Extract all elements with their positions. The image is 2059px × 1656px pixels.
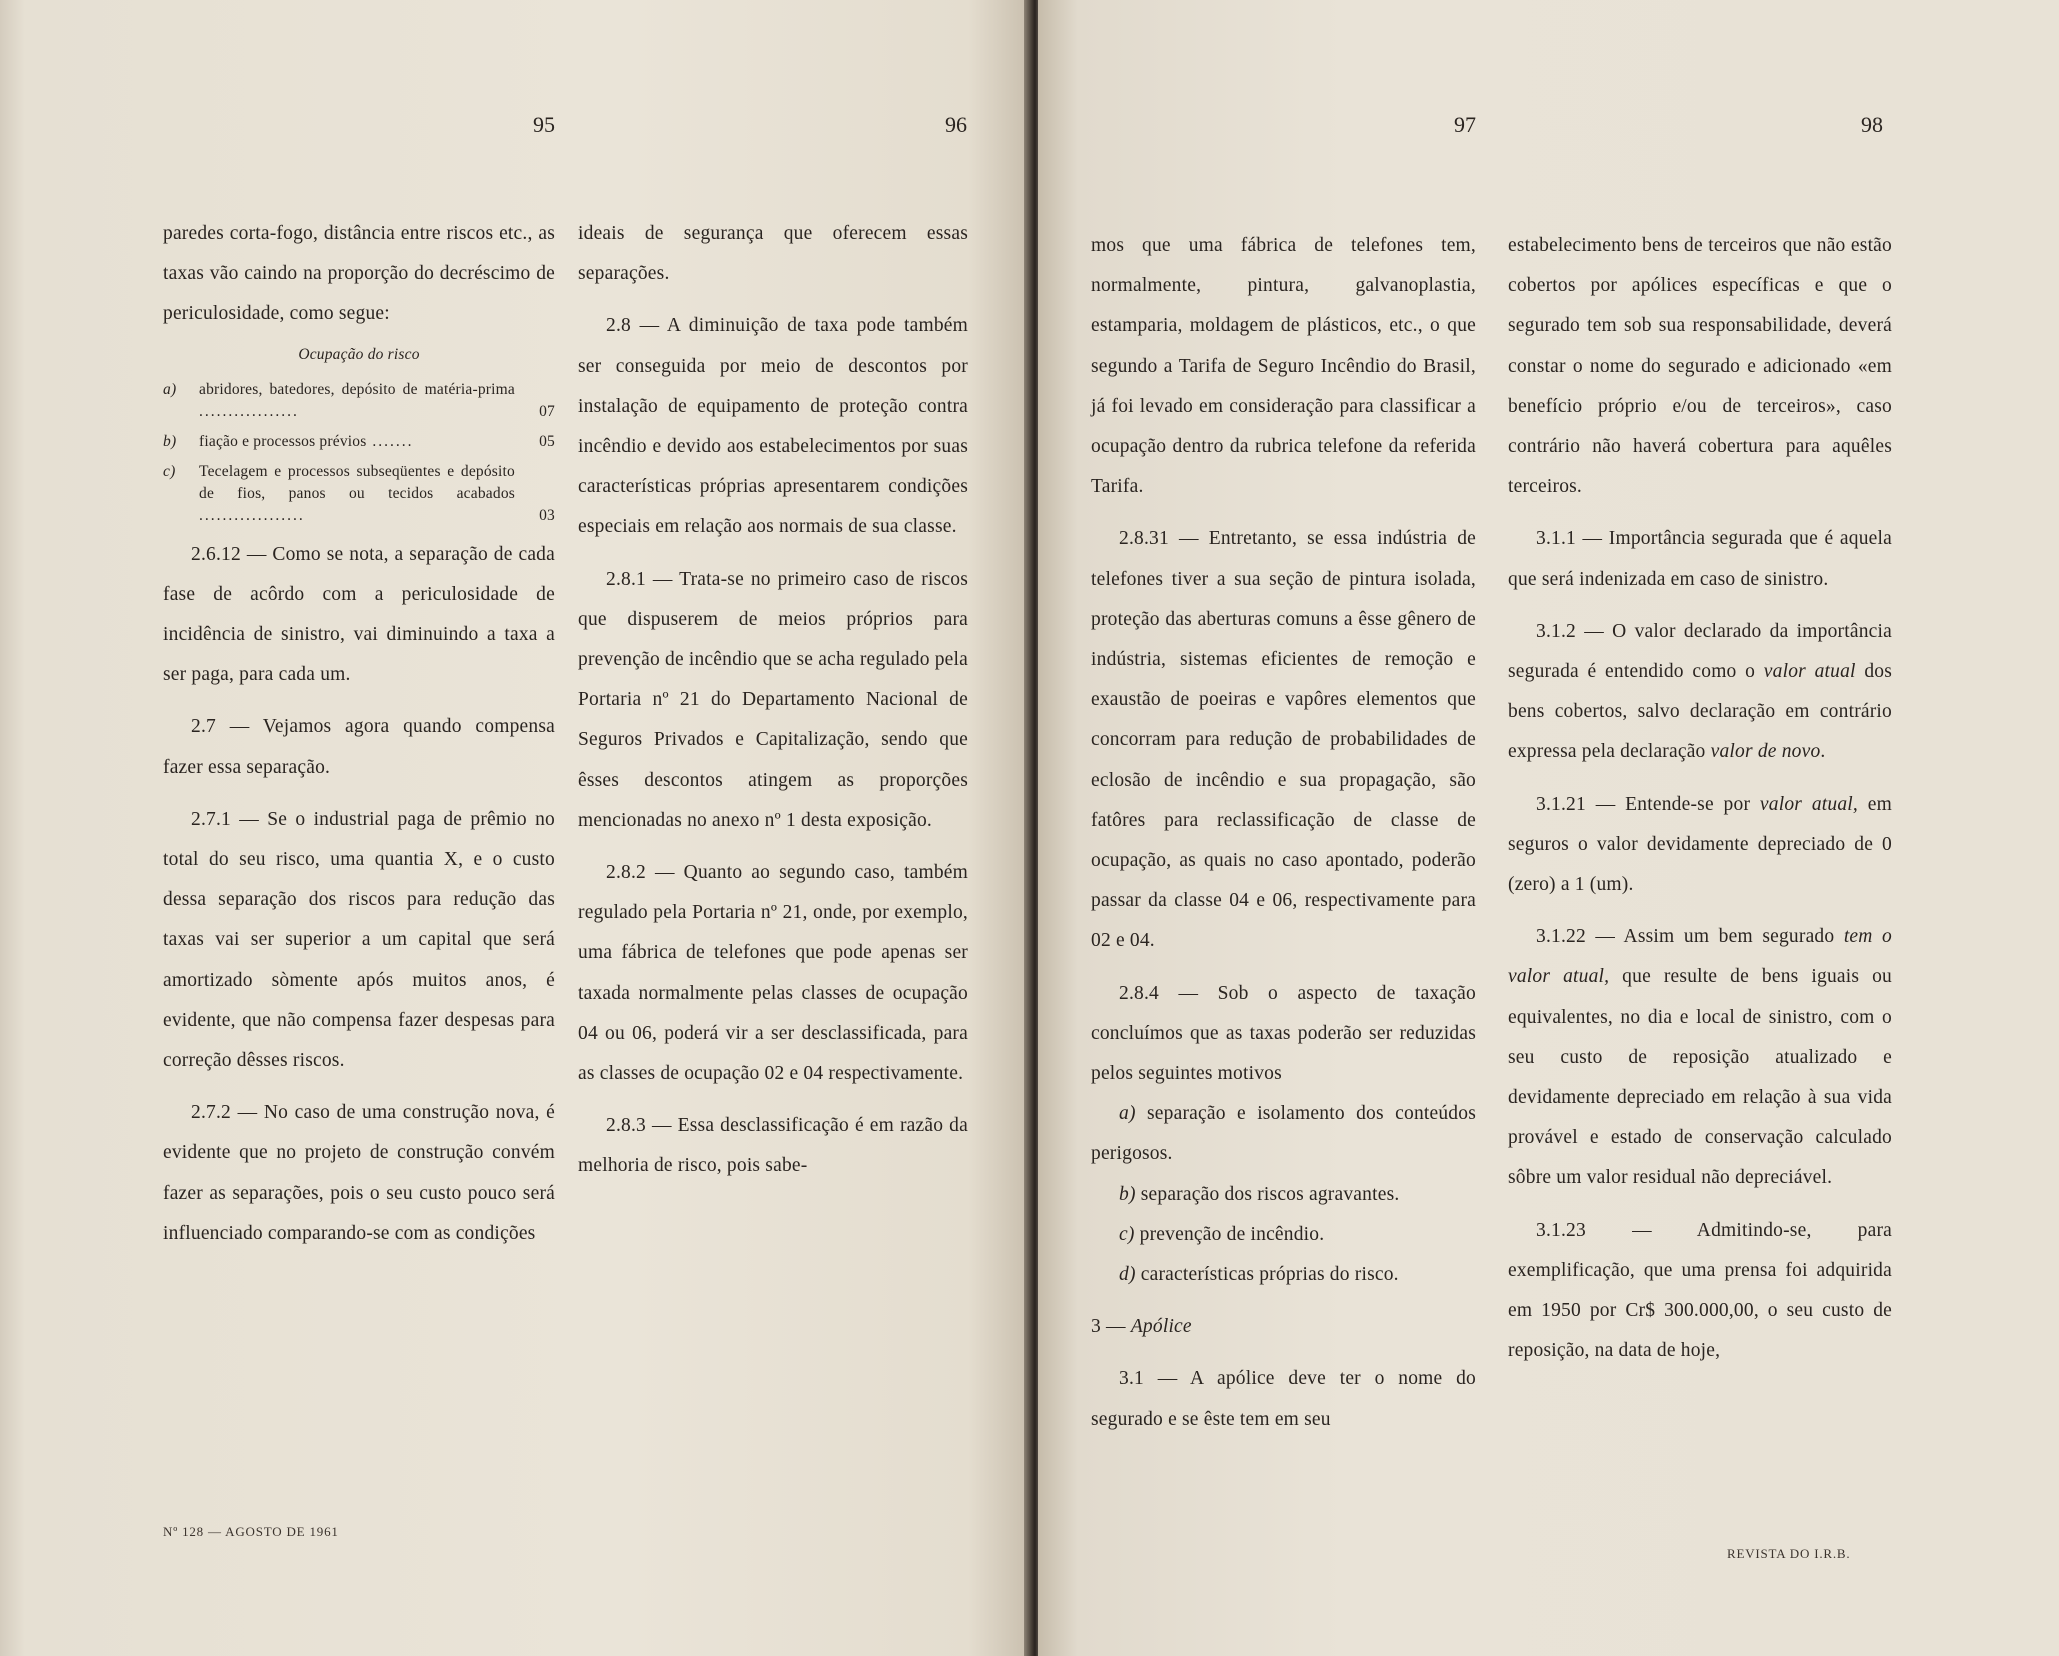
paragraph-2-7-2: 2.7.2 — No caso de uma construção nova, é evidente que no projeto de construção convém fazer as separações, pois o seu custo pouco será influenciado comparando-se com as condições <box>163 1102 555 1244</box>
paragraph-2-8-1: 2.8.1 — Trata-se no primeiro caso de riscos que dispuserem de meios próprios para prevenção de incêndio que se acha regulado pela Portaria nº 21 do Departamento Nacional de Seguros Privados e Capitalização, sendo que êsses descontos atingem as proporções mencionadas no anexo nº 1 desta exposição. <box>578 568 969 831</box>
paragraph-2-8-3: 2.8.3 — Essa desclassificação é em razão da melhoria de risco, pois sabe- <box>578 1115 968 1177</box>
paragraph-2-6-12: 2.6.12 — Como se nota, a separação de cada fase de acôrdo com a periculosidade de incidência de sinistro, vai diminuindo a taxa a ser paga, para cada um. <box>163 543 555 686</box>
motive-a: a) separação e isolamento dos conteúdos perigosos. <box>1091 1103 1476 1165</box>
right-page <box>1038 0 2059 1656</box>
paragraph-3-1-21: 3.1.21 — Entende-se por valor atual, em seguros o valor devidamente depreciado de 0 (zero) a 1 (um). <box>1508 793 1892 896</box>
column-page-95 <box>163 214 555 1254</box>
paragraph-3-1-23: 3.1.23 — Admitindo-se, para exemplificação, que uma prensa foi adquirida em 1950 por Cr$ 300.000,00, o seu custo de reposição, na data de hoje, <box>1508 1219 1892 1362</box>
paragraph: estabelecimento bens de terceiros que não estão cobertos por apólices específicas e que o segurado tem sob sua responsabilidade, deverá constar o nome do segurado e adicionado «em benefício próprio e/ou de terceiros», caso contrário não haverá cobertura para aquêles terceiros. <box>1508 235 1892 498</box>
column-page-96 <box>578 214 968 1187</box>
paragraph-3-1-22: 3.1.22 — Assim um bem segurado tem o valor atual, que resulte de bens iguais ou equivalentes, no dia e local de sinistro, com o seu custo de reposição atualizado e devidamente depreciado em relação à sua vida provável e estado de conservação calculado sôbre um valor residual não depreciável. <box>1508 926 1893 1189</box>
risk-value: 07 <box>539 402 555 420</box>
risk-value: 05 <box>539 432 555 450</box>
motive-b: b) separação dos riscos agravantes. <box>1119 1183 1400 1205</box>
risk-item-c: c) Tecelagem e processos subseqüentes e depósito de fios, panos ou tecidos acabados .................. 03 <box>163 461 555 527</box>
page-number-98: 98 <box>1861 112 1883 137</box>
paragraph-2-8-4: 2.8.4 — Sob o aspecto de taxação concluímos que as taxas poderão ser reduzidas pelos seguintes motivos <box>1091 982 1476 1085</box>
risk-item-a: a) abridores, batedores, depósito de matéria-prima ................. 07 <box>163 379 555 423</box>
risk-text: Tecelagem e processos subseqüentes e depósito de fios, panos ou tecidos acabados <box>199 462 515 502</box>
paragraph: mos que uma fábrica de telefones tem, normalmente, pintura, galvanoplastia, estamparia, moldagem de plásticos, etc., o que segundo a Tarifa de Seguro Incêndio do Brasil, já foi levado em consideração para classificar a ocupação dentro da rubrica telefone da referida Tarifa. <box>1091 235 1476 498</box>
paragraph-3-1-2: 3.1.2 — O valor declarado da importância segurada é entendido como o valor atual dos bens cobertos, salvo declaração em contrário expressa pela declaração valor de novo. <box>1508 620 1893 763</box>
column-page-98 <box>1508 226 1892 1371</box>
section-heading: 3 — Apólice <box>1091 1316 1192 1338</box>
motive-c: c) prevenção de incêndio. <box>1119 1223 1325 1245</box>
paragraph-2-8-31: 2.8.31 — Entretanto, se essa indústria de telefones tiver a sua seção de pintura isolada, proteção das aberturas comuns a êsse gênero de indústria, sistemas eficientes de remoção e exaustão de poeiras e vapôres elementos que concorram para redução de probabilidades de eclosão de incêndio e sua propagação, são fatôres para reclassificação de classe de ocupação, as quais no caso apontado, poderão passar da classe 04 e 06, respectivamente para 02 e 04. <box>1091 528 1476 952</box>
footer-issue: Nº 128 — AGOSTO DE 1961 <box>163 1524 339 1539</box>
page-number-96: 96 <box>945 112 967 137</box>
risk-text: abridores, batedores, depósito de matéria-prima <box>199 380 515 398</box>
risk-letter: c) <box>163 462 176 480</box>
risk-value: 03 <box>539 506 555 524</box>
paragraph-2-7: 2.7 — Vejamos agora quando compensa fazer essa separação. <box>163 716 555 778</box>
risk-item-b: b) fiação e processos prévios ....... 05 <box>163 431 555 453</box>
paragraph-2-8-2: 2.8.2 — Quanto ao segundo caso, também regulado pela Portaria nº 21, onde, por exemplo, uma fábrica de telefones que pode apenas ser taxada normalmente pelas classes de ocupação 04 ou 06, poderá vir a ser desclassificada, para as classes de ocupação 02 e 04 respectivamente. <box>578 862 968 1085</box>
paragraph: ideais de segurança que oferecem essas separações. <box>578 223 968 285</box>
page-number-95: 95 <box>533 112 555 137</box>
risk-table-title: Ocupação do risco <box>298 345 420 363</box>
risk-letter: b) <box>163 432 177 450</box>
paragraph-2-7-1: 2.7.1 — Se o industrial paga de prêmio no total do seu risco, uma quantia X, e o custo dessa separação dos riscos para redução das taxas vai ser superior a um capital que será amortizado sòmente após muitos anos, é evidente, que não compensa fazer despesas para correção dêsses riscos. <box>163 808 555 1072</box>
motive-d: d) características próprias do risco. <box>1119 1264 1399 1286</box>
footer-journal: REVISTA DO I.R.B. <box>1727 1546 1851 1561</box>
risk-text: fiação e processos prévios <box>199 432 367 450</box>
paragraph-2-8: 2.8 — A diminuição de taxa pode também ser conseguida por meio de descontos por instalação de equipamento de proteção contra incêndio e devido aos estabelecimentos por suas características próprias apresentarem condições especiais em relação aos normais de sua classe. <box>578 315 968 538</box>
paragraph-3-1: 3.1 — A apólice deve ter o nome do segurado e se êste tem em seu <box>1091 1368 1476 1430</box>
column-page-97 <box>1091 226 1476 1440</box>
paragraph-3-1-1: 3.1.1 — Importância segurada que é aquela que será indenizada em caso de sinistro. <box>1508 528 1892 590</box>
risk-letter: a) <box>163 380 177 398</box>
paragraph: paredes corta-fogo, distância entre riscos etc., as taxas vão caindo na proporção do decréscimo de periculosidade, como segue: <box>163 223 555 325</box>
page-number-97: 97 <box>1454 112 1476 137</box>
